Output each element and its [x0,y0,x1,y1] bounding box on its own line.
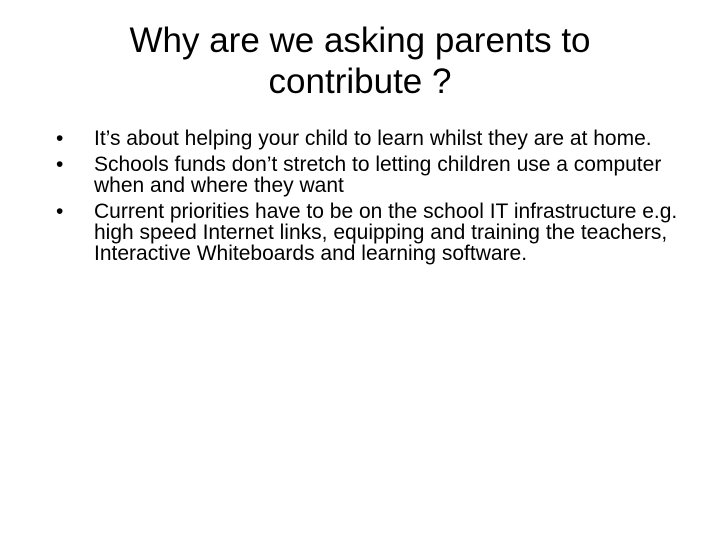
bullet-dot-icon: • [56,127,64,150]
bullet-text: Schools funds don’t stretch to letting children use a computer when and where they want [94,153,662,197]
bullet-item [56,128,686,149]
slide-title-line-1: Why are we asking parents to [129,21,591,60]
bullet-text: Current priorities have to be on the school IT infrastructure e.g. high speed Internet links, equipping and training the teachers, Interactive Whiteboards and learning software. [94,200,678,265]
bullet-text: It’s about helping your child to learn whilst they are at home. [94,127,652,150]
slide-title-line-2: contribute ? [268,62,452,101]
bullet-dot-icon: • [56,153,64,176]
bullet-dot-icon: • [56,200,64,223]
bullet-item [56,154,686,196]
bullet-item [56,201,686,264]
bullet-list [56,128,686,269]
slide-title [60,20,660,102]
